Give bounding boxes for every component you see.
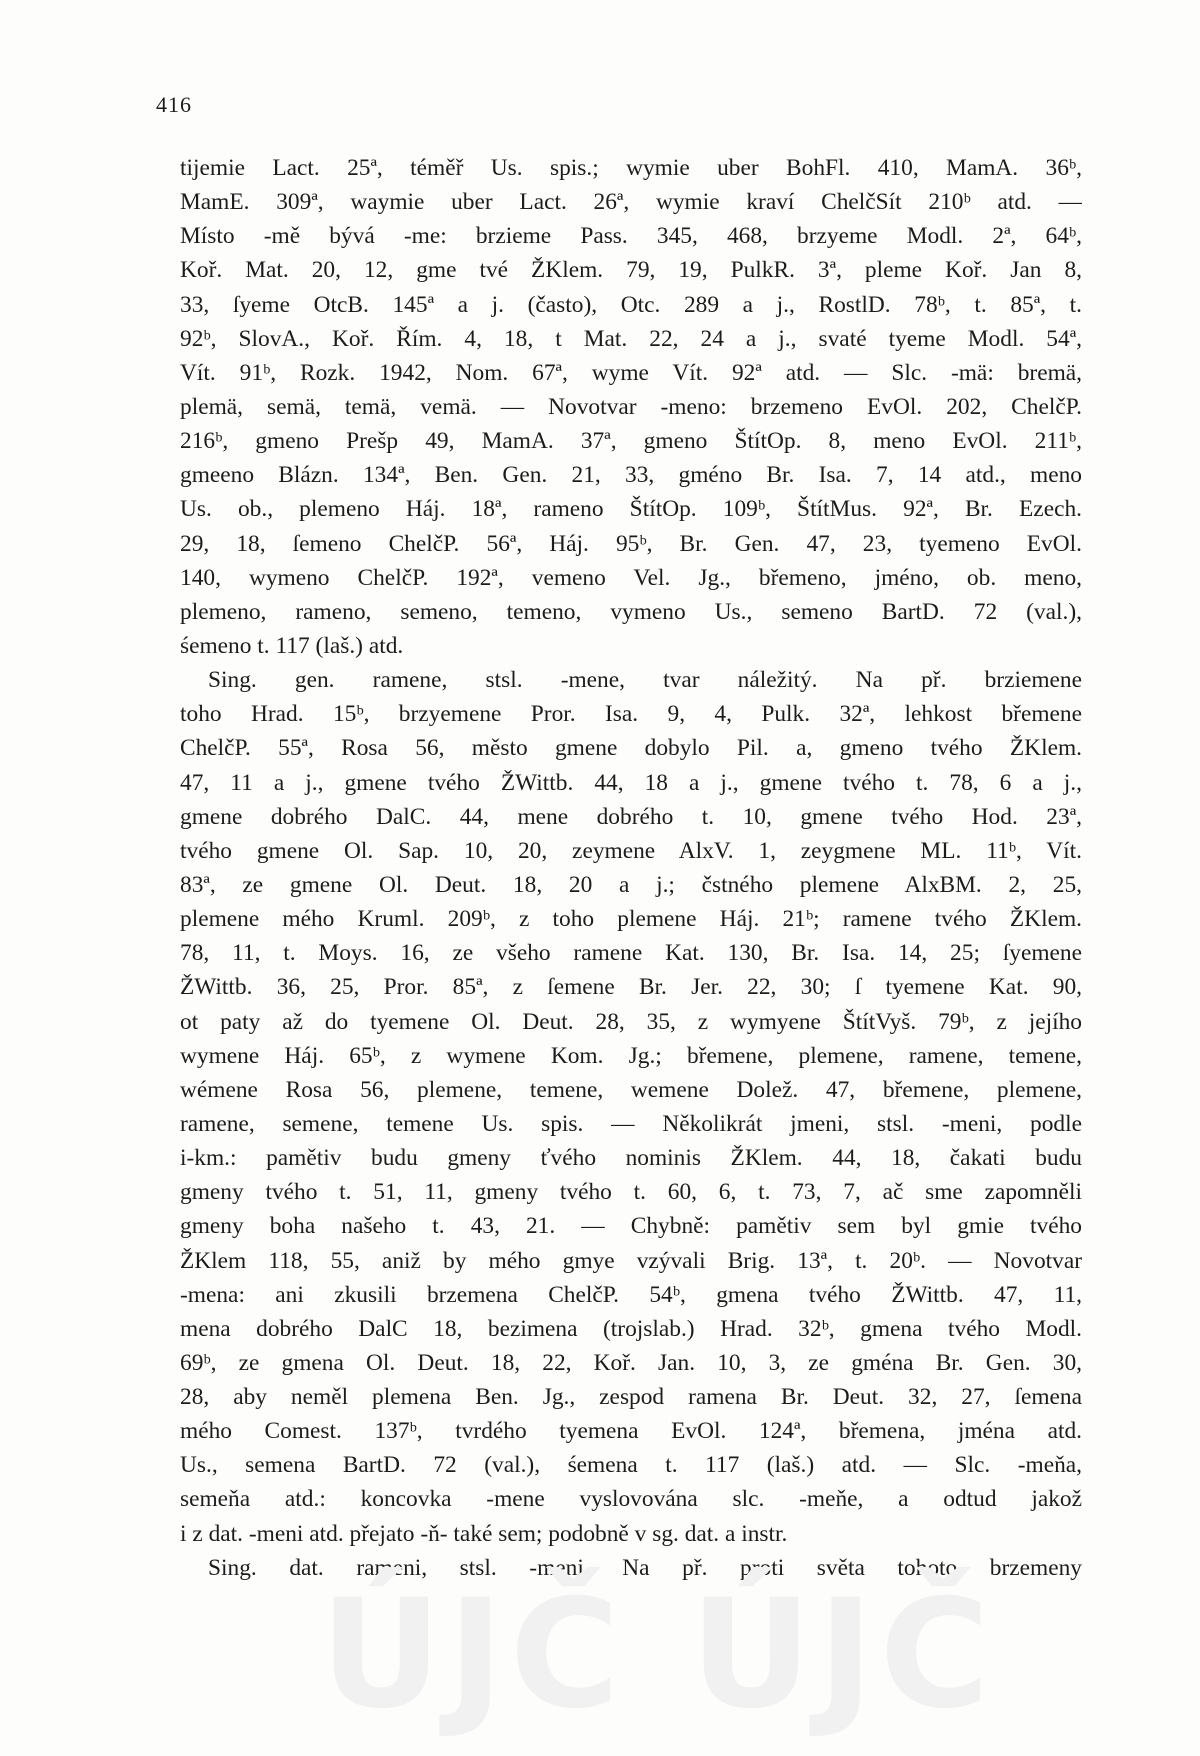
text-line: gmeeno Blázn. 134ª, Ben. Gen. 21, 33, gméno Br. Isa. 7, 14 atd., meno (180, 462, 1082, 489)
text-line: gmene dobrého DalC. 44, mene dobrého t. 10, gmene tvého Hod. 23ª, (180, 803, 1082, 830)
text-line: tijemie Lact. 25ª, téměř Us. spis.; wymie uber BohFl. 410, MamA. 36ᵇ, (180, 155, 1082, 181)
text-line: 78, 11, t. Moys. 16, ze všeho ramene Kat. 130, Br. Isa. 14, 25; ſyemene (180, 940, 1082, 967)
text-line: semeňa atd.: koncovka -mene vyslovována slc. -meňe, a odtud jakož (180, 1486, 1082, 1513)
text-line: Us. ob., plemeno Háj. 18ª, rameno ŠtítOp. 109ᵇ, ŠtítMus. 92ª, Br. Ezech. (180, 496, 1082, 523)
text-line: MamE. 309ª, waymie uber Lact. 26ª, wymie kraví ChelčSít 210ᵇ atd. — (180, 189, 1082, 216)
page-number: 416 (156, 92, 192, 117)
text-line: Koř. Mat. 20, 12, gme tvé ŽKlem. 79, 19, PulkR. 3ª, pleme Koř. Jan 8, (180, 257, 1082, 284)
text-line: ot paty až do tyemene Ol. Deut. 28, 35, z wymyene ŠtítVyš. 79ᵇ, z jejího (180, 1008, 1082, 1035)
text-line: Sing. dat. rameni, stsl. -meni. Na př. proti světa tohoto brzemeny (208, 1554, 1082, 1581)
text-line: ŽKlem 118, 55, aniž by mého gmye vzývali Brig. 13ª, t. 20ᵇ. — Novotvar (180, 1247, 1082, 1274)
text-line: 92ᵇ, SlovA., Koř. Řím. 4, 18, t Mat. 22, 24 a j., svaté tyeme Modl. 54ª, (180, 325, 1082, 352)
text-line: plemä, semä, temä, vemä. — Novotvar -meno: brzemeno EvOl. 202, ChelčP. (180, 393, 1082, 420)
text-line: ŽWittb. 36, 25, Pror. 85ª, z ſemene Br. Jer. 22, 30; ſ tyemene Kat. 90, (180, 974, 1082, 1001)
text-line: -mena: ani zkusili brzemena ChelčP. 54ᵇ, gmena tvého ŽWittb. 47, 11, (180, 1281, 1082, 1308)
text-line: 83ª, ze gmene Ol. Deut. 18, 20 a j.; čstného plemene AlxBM. 2, 25, (180, 871, 1082, 898)
text-line: gmeny boha našeho t. 43, 21. — Chybně: pamětiv sem byl gmie tvého (180, 1213, 1082, 1240)
text-line: śemeno t. 117 (laš.) atd. (180, 632, 404, 659)
watermark-left: ÚJČ (320, 1568, 626, 1742)
text-line: Us., semena BartD. 72 (val.), śemena t. 117 (laš.) atd. — Slc. -meňa, (180, 1452, 1082, 1479)
text-line: 216ᵇ, gmeno Prešp 49, MamA. 37ª, gmeno ŠtítOp. 8, meno EvOl. 211ᵇ, (180, 428, 1082, 455)
text-line: i-km.: pamětiv budu gmeny ťvého nominis ŽKlem. 44, 18, čakati budu (180, 1145, 1082, 1172)
text-line: Vít. 91ᵇ, Rozk. 1942, Nom. 67ª, wyme Vít. 92ª atd. — Slc. -mä: bremä, (180, 359, 1082, 386)
text-line: mého Comest. 137ᵇ, tvrdého tyemena EvOl. 124ª, břemena, jména atd. (180, 1418, 1082, 1445)
text-line: tvého gmene Ol. Sap. 10, 20, zeymene AlxV. 1, zeygmene ML. 11ᵇ, Vít. (180, 837, 1082, 864)
text-line: mena dobrého DalC 18, bezimena (trojslab.) Hrad. 32ᵇ, gmena tvého Modl. (180, 1315, 1082, 1342)
text-line: toho Hrad. 15ᵇ, brzyemene Pror. Isa. 9, 4, Pulk. 32ª, lehkost břemene (180, 701, 1082, 728)
text-line: wémene Rosa 56, plemene, temene, wemene Dolež. 47, břemene, plemene, (180, 1076, 1082, 1103)
text-line: plemene mého Kruml. 209ᵇ, z toho plemene Háj. 21ᵇ; ramene tvého ŽKlem. (180, 906, 1082, 933)
text-line: 29, 18, ſemeno ChelčP. 56ª, Háj. 95ᵇ, Br. Gen. 47, 23, tyemeno EvOl. (180, 530, 1082, 557)
text-line: 140, wymeno ChelčP. 192ª, vemeno Vel. Jg., břemeno, jméno, ob. meno, (180, 564, 1082, 591)
text-line: ramene, semene, temene Us. spis. — Několikrát jmeni, stsl. -meni, podle (180, 1110, 1082, 1137)
text-line: 69ᵇ, ze gmena Ol. Deut. 18, 22, Koř. Jan. 10, 3, ze gména Br. Gen. 30, (180, 1349, 1082, 1376)
text-line: 47, 11 a j., gmene tvého ŽWittb. 44, 18 a j., gmene tvého t. 78, 6 a j., (180, 769, 1082, 796)
watermark-right: ÚJČ (690, 1568, 996, 1742)
text-line: plemeno, rameno, semeno, temeno, vymeno Us., semeno BartD. 72 (val.), (180, 598, 1082, 625)
text-line: wymene Háj. 65ᵇ, z wymene Kom. Jg.; břemene, plemene, ramene, temene, (180, 1042, 1082, 1069)
text-line: i z dat. -meni atd. přejato -ň- také sem; podobně v sg. dat. a instr. (180, 1520, 788, 1547)
text-line: 33, ſyeme OtcB. 145ª a j. (často), Otc. 289 a j., RostlD. 78ᵇ, t. 85ª, t. (180, 291, 1082, 318)
text-line: 28, aby neměl plemena Ben. Jg., zespod ramena Br. Deut. 32, 27, ſemena (180, 1384, 1082, 1411)
dictionary-entry-text (180, 151, 1082, 1585)
text-line: gmeny tvého t. 51, 11, gmeny tvého t. 60, 6, t. 73, 7, ač sme zapomněli (180, 1179, 1082, 1206)
text-line: Sing. gen. ramene, stsl. -mene, tvar náležitý. Na př. brziemene (208, 667, 1082, 694)
text-line: Místo -mě bývá -me: brzieme Pass. 345, 468, brzyeme Modl. 2ª, 64ᵇ, (180, 223, 1082, 250)
text-line: ChelčP. 55ª, Rosa 56, město gmene dobylo Pil. a, gmeno tvého ŽKlem. (180, 735, 1082, 762)
